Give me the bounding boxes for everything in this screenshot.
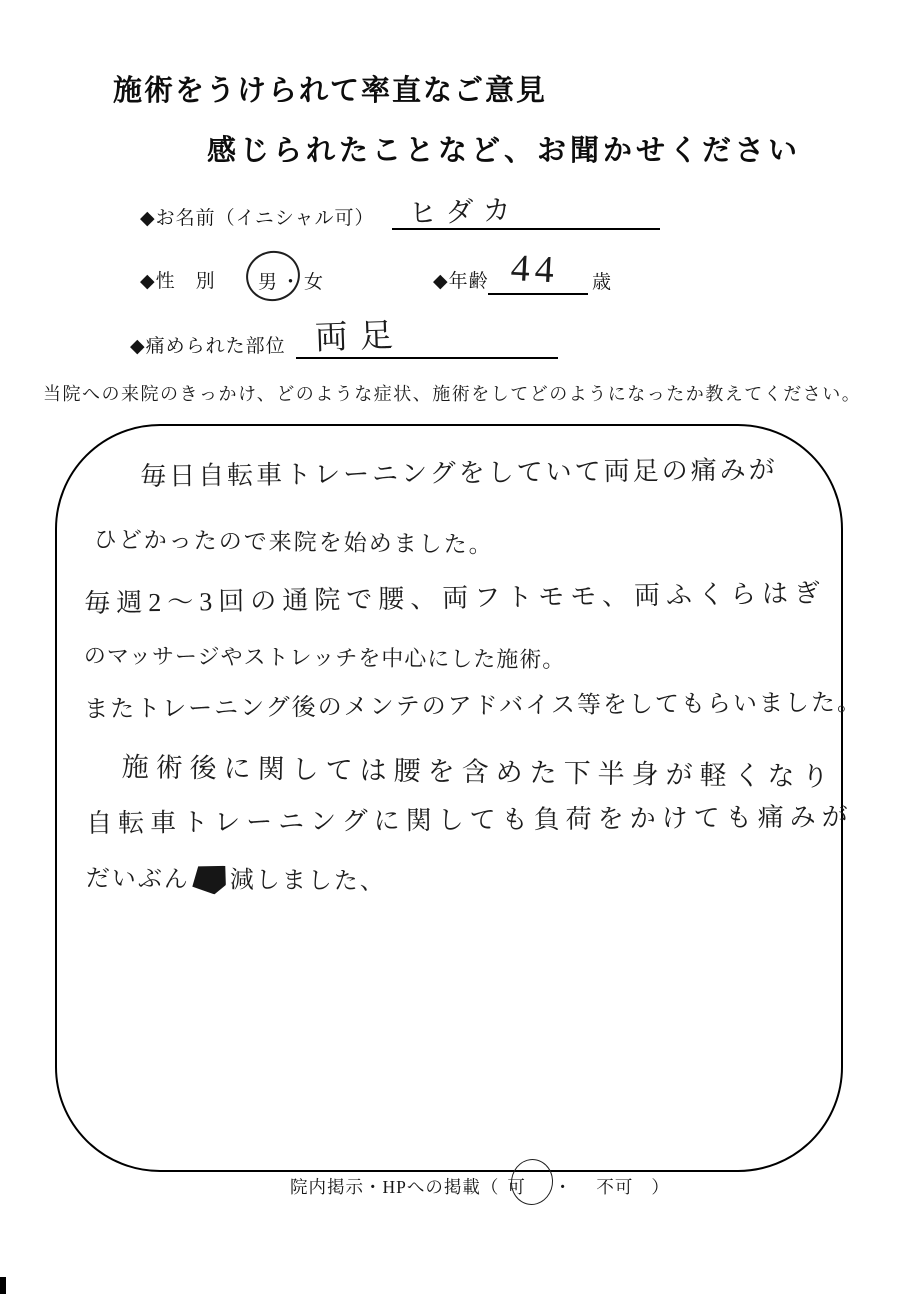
age-field-label: ◆年齢 — [433, 271, 489, 292]
publish-consent-label: 院内掲示・HPへの掲載（ — [290, 1177, 500, 1197]
response-line-8-after: 減しました、 — [229, 867, 386, 896]
response-line-5: またトレーニング後のメンテのアドバイス等をしてもらいました。 — [84, 690, 864, 723]
gender-field-label: ◆性 別 — [140, 271, 216, 292]
response-line-8-before: だいぶん — [85, 865, 190, 894]
form-title-line2: 感じられたことなど、お聞かせください — [207, 135, 802, 167]
gender-option-male: 男 — [258, 272, 282, 293]
name-field-value: ヒダカ — [408, 195, 521, 230]
gender-option-separator: ・ — [281, 272, 305, 293]
response-line-4: のマッサージやストレッチを中心にした施術。 — [83, 642, 566, 673]
response-line-7: 自転車トレーニングに関しても負荷をかけても痛みが — [86, 802, 854, 838]
question-prompt: 当院への来院のきっかけ、どのような症状、施術をしてどのようになったか教えてください。 — [43, 384, 862, 404]
gender-male-circle-mark — [241, 246, 304, 306]
response-line-3: 毎週2〜3回の通院で腰、両フトモモ、両ふくらはぎ — [84, 578, 827, 618]
response-line-6: 施術後に関しては腰を含めた下半身が軽くなり — [121, 751, 836, 792]
name-field-underline — [392, 228, 660, 230]
body-part-field-label: ◆痛められた部位 — [130, 336, 286, 357]
age-field-value: 44 — [509, 246, 560, 292]
publish-consent-close-paren: ） — [651, 1177, 670, 1197]
response-line-1: 毎日自転車トレーニングをしていて両足の痛みが — [140, 455, 778, 491]
gender-option-female: 女 — [304, 272, 328, 293]
name-field-label: ◆お名前（イニシャル可） — [140, 208, 375, 229]
scan-noise-mark — [0, 1277, 6, 1294]
publish-option-separator: ・ — [553, 1177, 573, 1197]
age-field-underline — [488, 293, 588, 295]
body-part-field-underline — [296, 357, 558, 359]
publish-option-ng: 不可 — [596, 1177, 634, 1197]
age-unit-label: 歳 — [592, 272, 613, 293]
publish-consent-line — [290, 1174, 670, 1199]
form-title-line1: 施術をうけられて率直なご意見 — [113, 75, 548, 107]
body-part-field-value: 両足 — [314, 317, 406, 357]
response-line-8 — [86, 858, 386, 896]
response-line-2: ひどかったので来院を始めました。 — [93, 526, 494, 558]
publish-option-ok: 可 — [507, 1177, 526, 1197]
scribbled-out-character — [190, 860, 229, 896]
